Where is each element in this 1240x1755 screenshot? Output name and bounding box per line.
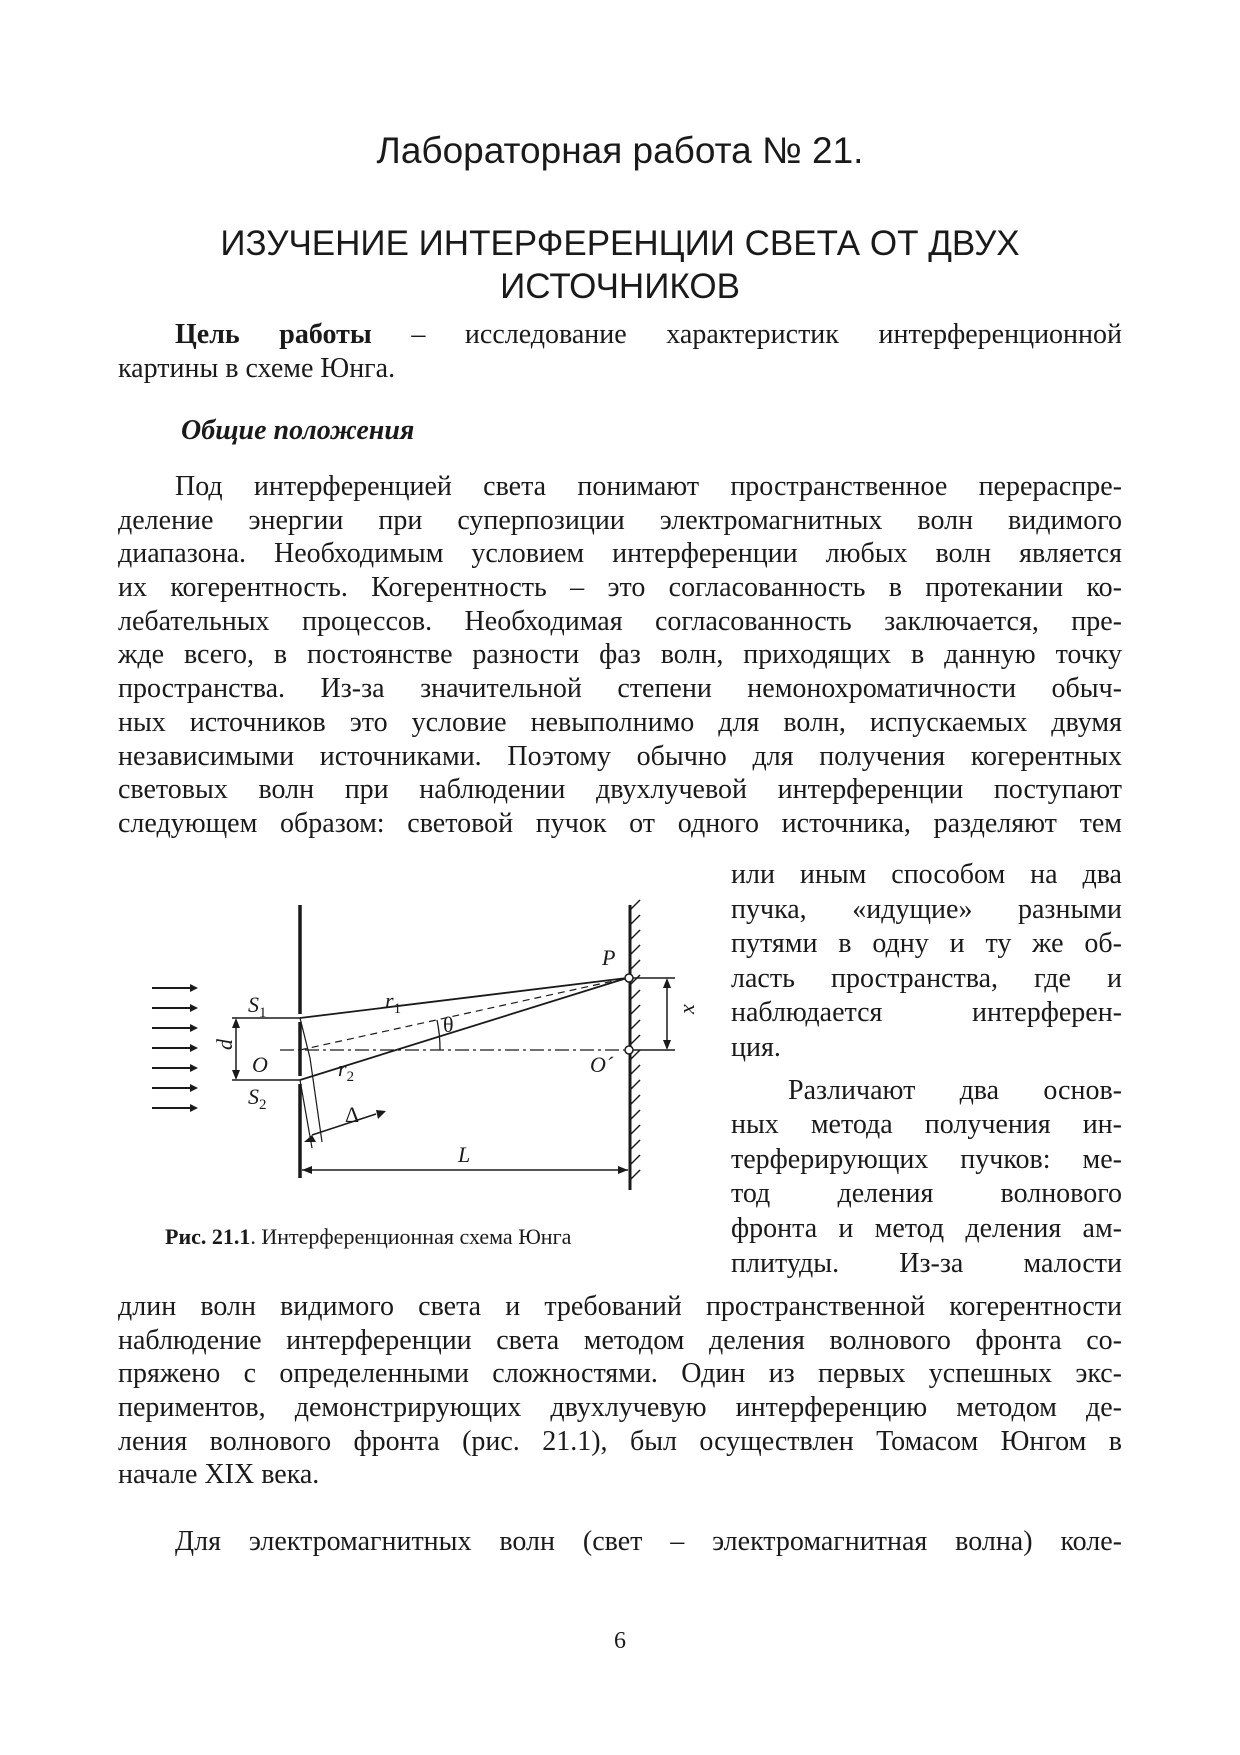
theta-arc: [437, 1020, 440, 1050]
ray-r2: [300, 978, 627, 1080]
em-waves-paragraph: Для электромагнитных волн (свет – электромагнитная волна) коле-: [175, 1526, 1122, 1557]
goal-label: Цель работы: [175, 319, 372, 350]
point-O-prime: [625, 1046, 633, 1054]
young-scheme-figure: [140, 880, 720, 1210]
caption-text: . Интерференционная схема Юнга: [250, 1224, 572, 1249]
label-r1: $r_1$: [385, 988, 402, 1017]
label-P: P: [602, 945, 616, 970]
section-heading: Общие положения: [181, 415, 415, 446]
young-paragraph: длин волн видимого света и требований пространственной когерентности наблюдение интерференции света методом деления волнового фронта со- пряжено с определенными сложностями. Один из первых успешных экс- периментов, демонстрирующих двухлучевую интерференцию методом де- ления волнового фронта (рис. 21.1), был осуществлен Томасом Юнгом в начале XIX века.: [118, 1291, 1122, 1491]
label-S2: $S_2$: [248, 1084, 267, 1113]
page-number: 6: [614, 1628, 626, 1654]
label-x: x: [674, 1004, 699, 1014]
ray-r1: [300, 978, 627, 1018]
point-P: [625, 974, 633, 982]
intro-paragraph: Под интерференцией света понимают пространственное перераспре- деление энергии при суперпозиции электромагнитных волн видимого диапазона. Необходимым условием интерференции любых волн является их когерентность. Когерентность – это согласованность в протекании ко- лебательных процессов. Необходимая согласованность заключается, пре- жде всего, в постоянстве разности фаз волн, приходящих в данную точку пространства. Из-за значительной степени немонохроматичности обыч- ных источников это условие невыполнимо для волн, испускаемых двумя независимыми источниками. Поэтому обычно для получения когерентных световых волн при наблюдении двухлучевой интерференции поступают следующем образом: световой пучок от одного источника, разделяют тем: [118, 471, 1122, 839]
incident-light-arrows: [152, 984, 198, 1112]
main-title-line-2: ИСТОЧНИКОВ: [500, 267, 740, 306]
label-r2: $r_2$: [338, 1056, 355, 1085]
goal-text-2: картины в схеме Юнга.: [118, 352, 396, 384]
main-title: [0, 222, 1240, 308]
ray-center-dashed: [300, 978, 627, 1050]
label-O-prime: O´: [590, 1052, 614, 1077]
main-title-line-1: ИЗУЧЕНИЕ ИНТЕРФЕРЕНЦИИ СВЕТА ОТ ДВУХ: [220, 224, 1020, 263]
label-theta: θ: [443, 1012, 454, 1037]
goal-text: исследование характеристик интерференционной: [464, 319, 1123, 350]
label-O: O: [252, 1052, 268, 1077]
right-column-text: или иным способом на два пучка, «идущие» разными путями в одну и ту же об- ласть пространства, где и наблюдается интерферен- ция. Различают два основ- ных метода получения ин- терферирующих пучков: ме- тод деления волнового фронта и метод деления ам- плитуды. Из-за малости: [731, 859, 1122, 1279]
label-delta: Δ: [345, 1102, 360, 1127]
label-d: d: [212, 1039, 237, 1050]
caption-label: Рис. 21.1: [165, 1224, 251, 1249]
goal-paragraph: Цель работы – исследование характеристик интерференционной картины в схеме Юнга.: [118, 319, 1123, 384]
figure-caption: [165, 1224, 571, 1250]
label-S1: $S_1$: [248, 992, 267, 1021]
lab-title: Лабораторная работа № 21.: [376, 130, 864, 171]
label-L: L: [458, 1142, 471, 1167]
